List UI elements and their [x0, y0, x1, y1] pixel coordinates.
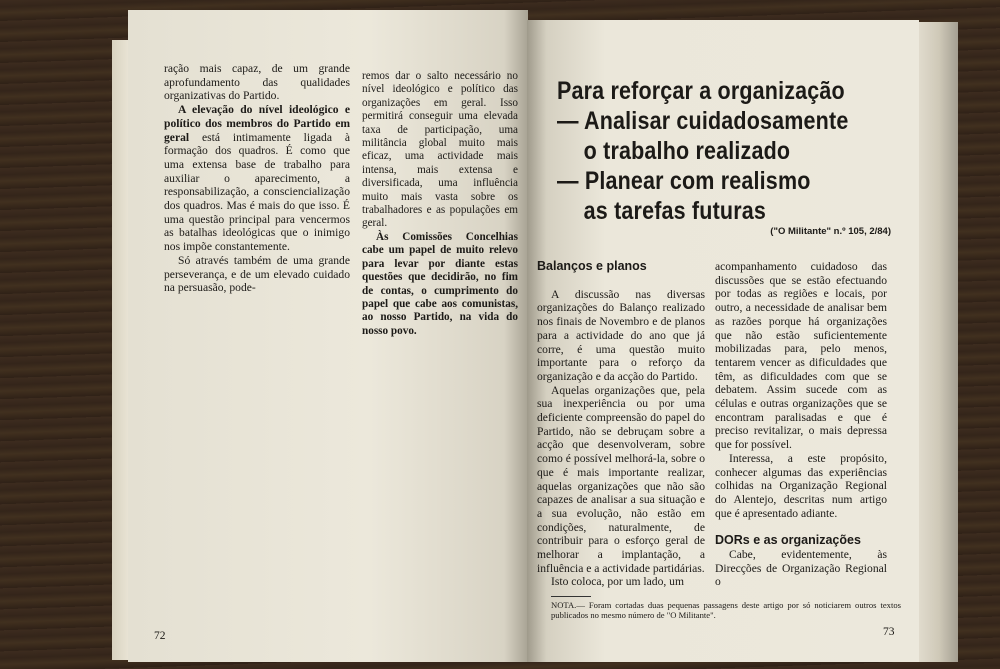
title-line: o trabalho realizado — [583, 137, 791, 165]
page-number: 73 — [883, 626, 895, 638]
paragraph — [715, 452, 887, 521]
left-page — [128, 10, 528, 662]
paragraph-text: Isto coloca, por um lado, um — [551, 575, 684, 589]
footnote: NOTA.— Foram cortadas duas pequenas passagens deste artigo por só noticiarem outros textos publicados no mesmo número de "O Militante". — [551, 600, 901, 621]
left-page-column-2 — [362, 70, 518, 338]
paragraph-text: remos dar o salto necessário no nível ideológico e político das organizações em geral. Isso permitirá conseguir uma elevada taxa de participação, uma militância global muito mais eficaz, uma actividade mais intensa, mais extensa e diversificada, uma influência muito mais vasta sobre os trabalhadores e as populações em geral. — [362, 70, 518, 230]
title-line: — Planear com realismo — [557, 167, 811, 195]
footnote-rule — [551, 596, 591, 597]
paragraph-text: A discussão nas diversas organizações do Balanço realizado nos finais de Novembro e de planos para a actividade do ano que já corre, é uma questão muito importante para o reforço da organização e da acção do Partido. — [537, 287, 705, 383]
paragraph — [537, 384, 705, 576]
paragraph — [362, 70, 518, 231]
paragraph — [362, 231, 518, 338]
paragraph — [537, 575, 705, 589]
paragraph — [537, 288, 705, 384]
title-line: — Analisar cuidadosamente — [557, 107, 849, 135]
paragraph — [164, 62, 350, 103]
bold-text: Às Comissões Concelhias cabe um papel de muito relevo para levar por diante estas questões que decidirão, no fim de contas, o cumprimento do papel que cabe aos comunistas, ao nosso Partido, na vida do nosso povo. — [362, 230, 518, 337]
article-title — [557, 76, 849, 226]
paragraph — [164, 103, 350, 254]
paragraph — [715, 260, 887, 452]
paragraph-text: está intimamente ligada à formação dos quadros. É como que uma extensa base de trabalho para auxiliar o aparecimento, a responsabilização, a consciencialização dos quadros. Mas é mais do que isso. É uma questão principal para vencermos as batalhas ideológicas que o inimigo nos impõe constantemente. — [164, 130, 350, 254]
title-line: Para reforçar a organização — [557, 77, 845, 105]
paragraph — [164, 254, 350, 295]
bold-text: A elevação do nível ideológico e político dos membros do Partido em geral — [164, 103, 350, 144]
section-heading: DORs e as organizações — [715, 533, 861, 548]
right-page — [527, 20, 919, 662]
right-page-column-2 — [715, 260, 887, 589]
paragraph — [715, 548, 887, 589]
right-page-column-1 — [537, 260, 705, 589]
article-source: ("O Militante" n.º 105, 2/84) — [770, 226, 891, 237]
section-heading: Balanços e planos — [537, 259, 647, 273]
paragraph-text: Só através também de uma grande perseverança, e de um elevado cuidado na persuasão, pode- — [164, 253, 350, 295]
title-line: as tarefas futuras — [583, 197, 767, 225]
paragraph-text: Aquelas organizações que, pela sua inexperiência ou por uma deficiente compreensão do papel do Partido, não se debruçam sobre a acção que desenvolveram, sobre como é possível melhorá-la, sobre o que é mais importante realizar, aquelas organizações que não são capazes de analisar a sua situação e a sua evolução, não estão em condições, naturalmente, de contribuir para o esforço geral de melhorar a implantação, a influência e a actividade partidárias. — [537, 383, 705, 575]
paragraph-text: acompanhamento cuidadoso das discussões que se estão efectuando por todas as regiões e locais, por outro, a necessidade de analisar bem as razões porque há organizações que não estão suficientemente mobilizadas para, pelo menos, tentarem vencer as dificuldades que têm, as dificuldades com que se debatem. Assim sucede com as células e outras organizações que se encontram paralisadas e que é preciso revitalizar, o mais depressa que for possível. — [715, 260, 887, 452]
paragraph-text: Cabe, evidentemente, às Direcções de Organização Regional o — [715, 548, 887, 589]
left-page-column-1 — [164, 62, 350, 295]
paragraph-text: Interessa, a este propósito, conhecer algumas das experiências colhidas na Organização Regional do Alentejo, descritas num artigo que é apresentado adiante. — [715, 451, 887, 520]
paragraph-text: ração mais capaz, de um grande aprofundamento das qualidades organizativas do Partido. — [164, 62, 350, 103]
page-number: 72 — [154, 630, 166, 642]
